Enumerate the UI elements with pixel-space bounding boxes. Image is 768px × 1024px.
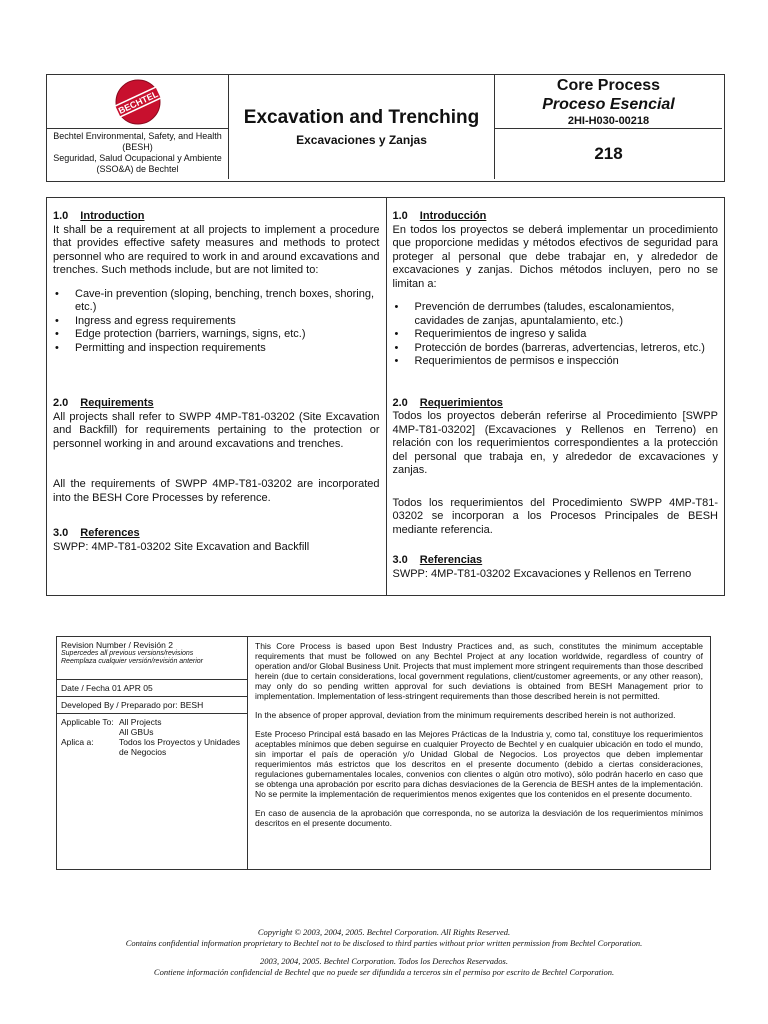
revision-table <box>56 636 711 870</box>
section-number: 1.0 <box>392 210 408 222</box>
section-text: SWPP: 4MP-T81-03202 Excavaciones y Rellenos en Terreno <box>392 567 692 580</box>
list-item: • Requerimientos de permisos e inspección <box>393 355 719 369</box>
section-text: SWPP: 4MP-T81-03202 Site Excavation and Backfill <box>53 540 310 553</box>
section-heading <box>393 210 719 224</box>
section-number: 2.0 <box>392 396 408 409</box>
revision-info <box>57 637 248 869</box>
section-title: Introducción <box>419 210 487 222</box>
policy-text <box>248 637 710 869</box>
aplica-value: Todos los Proyectos y Unidades de Negocios <box>119 737 240 757</box>
aplica-label: Aplica a: <box>61 737 94 747</box>
document-subtitle: Excavaciones y Zanjas <box>296 133 427 147</box>
section-text: Todos los proyectos deberán referirse al Procedimiento [SWPP 4MP-T81-03202] (Excavaciones y Rellenos en Terreno) en relación con los requerimientos correspondientes a la protección del personal que trabaja en, y alrededor de excavaciones y zanjas. <box>392 410 718 476</box>
section-number: 2.0 <box>53 397 69 409</box>
list-item: • Ingress and egress requirements <box>53 315 380 329</box>
section-text: It shall be a requirement at all projects to implement a procedure that provides effective safety measures and methods to protect personnel who are required to work in and around excavations and trenches. Such methods include, but are not limited to: <box>53 223 380 276</box>
applicable-value: All Projects All GBUs <box>119 717 162 737</box>
section-heading <box>393 397 719 411</box>
org-name-es: Seguridad, Salud Ocupacional y Ambiente (SSO&A) de Bechtel <box>53 153 222 174</box>
policy-paragraph: This Core Process is based upon Best Industry Practices and, as such, constitutes the minimum acceptable requirements that must be followed on any Bechtel Project at any location worldwide, regardless of country of operation and/or Global Business Unit. Projects that must implement more stringent requirements than those described herein (due to certain considerations, local government regulations, client/customer agreements, or any other reason), may only do so pending written approval for such deviations is obtained from BESH Management prior to implementation. Implementation of less-stringent requirements than those described herein is not permitted. <box>255 641 703 701</box>
title-cell <box>229 75 495 179</box>
section-title: Requirements <box>80 397 154 409</box>
applicability-row <box>57 714 247 760</box>
date-row: Date / Fecha 01 APR 05 <box>57 680 247 697</box>
proceso-esencial-label: Proceso Esencial <box>542 96 675 113</box>
policy-paragraph: In the absence of proper approval, deviation from the minimum requirements described herein is not authorized. <box>255 710 676 720</box>
section-heading <box>393 554 719 568</box>
revision-number: Revision Number / Revisión 2 <box>61 640 173 650</box>
logo-cell <box>47 75 229 129</box>
section-heading <box>53 210 380 224</box>
list-item: • Edge protection (barriers, warnings, signs, etc.) <box>53 328 380 342</box>
english-column <box>47 198 386 595</box>
section-text: Todos los requerimientos del Procedimiento SWPP 4MP-T81-03202 se incorporan a los Procesos Principales de BESH mediante referencia. <box>392 496 718 536</box>
list-item: • Cave-in prevention (sloping, benching, trench boxes, shoring, etc.) <box>53 288 380 315</box>
document-id: 2HI-H030-00218 <box>567 115 650 127</box>
core-process-cell <box>495 75 722 129</box>
section-heading <box>53 527 380 541</box>
logo-text: BECHTEL <box>116 88 160 116</box>
copyright-line: 2003, 2004, 2005. Bechtel Corporation. Todos los Derechos Reservados. <box>260 956 508 966</box>
list-item: • Prevención de derrumbes (taludes, escalonamientos, cavidades de zanjas, apuntalamiento, etc.) <box>393 301 719 328</box>
confidentiality-line: Contiene información confidencial de Bechtel que no puede ser difundida a terceros sin el permiso por escrito de Bechtel Corporation. <box>153 966 615 977</box>
bullet-list <box>53 288 380 356</box>
policy-paragraph: Este Proceso Principal está basado en las Mejores Prácticas de la Industria y, como tal, constituye los requerimientos aceptables mínimos que deben seguirse en cualquier Proyecto de Bechtel y en cualquier ubicación en todo el mundo, sin importar el país de operación y/o Unidad Global de Negocios. Los proyectos que deben implementar requerimientos más estrictos que los descritos en el presente documento (debido a ciertas consideraciones, regulaciones gubernamentales locales, convenios con clientes o algún otro motivo), sólo podrán hacerlo en caso que se obtenga una aprobación por escrito para dichas desviaciones de la Gerencia de BESH antes de la implementación. No se permite la implementación de requerimientos menos exigentes que los contenidos en el presente documento. <box>255 729 703 799</box>
body-content <box>46 197 725 596</box>
applicable-label: Applicable To: <box>61 717 114 727</box>
spanish-column <box>386 198 725 595</box>
list-item: • Protección de bordes (barreras, advertencias, letreros, etc.) <box>393 342 719 356</box>
reemplaza-note: Reemplaza cualquier versión/revisión anterior <box>61 658 204 665</box>
section-text: All the requirements of SWPP 4MP-T81-03202 are incorporated into the BESH Core Processes by reference. <box>53 478 380 504</box>
section-title: Requerimientos <box>419 396 503 409</box>
core-process-label: Core Process <box>556 77 661 94</box>
copyright-es <box>0 956 768 977</box>
supersedes-note: Supercedes all previous versions/revisions <box>61 650 194 657</box>
policy-paragraph: En caso de ausencia de la aprobación que corresponda, no se autoriza la desviación de los requerimientos mínimos descritos en el presente documento. <box>255 808 703 828</box>
bullet-list <box>393 301 719 369</box>
section-heading <box>53 397 380 411</box>
section-number: 1.0 <box>53 210 69 222</box>
bechtel-logo <box>113 77 163 127</box>
copyright-line: Copyright © 2003, 2004, 2005. Bechtel Corporation. All Rights Reserved. <box>257 927 511 937</box>
org-name-en: Bechtel Environmental, Safety, and Health (BESH) <box>53 131 222 152</box>
copyright-en <box>0 927 768 948</box>
revision-number-row <box>57 637 247 680</box>
section-title: Introduction <box>80 210 145 222</box>
organization-name <box>47 129 229 179</box>
document-header <box>46 74 725 182</box>
section-text: All projects shall refer to SWPP 4MP-T81-03202 (Site Excavation and Backfill) for requirements pertaining to the protection or personnel working in and around excavations and trenches. <box>53 410 380 450</box>
section-title: References <box>80 527 140 539</box>
section-text: En todos los proyectos se deberá implementar un procedimiento que proporcione medidas y métodos efectivos de seguridad para proteger al personal que debe trabajar en, y alrededor de excavaciones y zanjas. Dichos métodos incluyen, pero no se limitan a: <box>392 223 718 290</box>
section-title: Referencias <box>419 554 483 566</box>
list-item: • Permitting and inspection requirements <box>53 342 380 356</box>
confidentiality-line: Contains confidential information proprietary to Bechtel not to be disclosed to third parties without prior written permission from Bechtel Corporation. <box>125 937 643 948</box>
section-number: 3.0 <box>392 554 408 566</box>
list-item: • Requerimientos de ingreso y salida <box>393 328 719 342</box>
developed-by-row: Developed By / Preparado por: BESH <box>57 697 247 714</box>
document-number: 218 <box>594 144 623 163</box>
document-title: Excavation and Trenching <box>243 107 480 128</box>
section-number: 3.0 <box>53 527 69 539</box>
